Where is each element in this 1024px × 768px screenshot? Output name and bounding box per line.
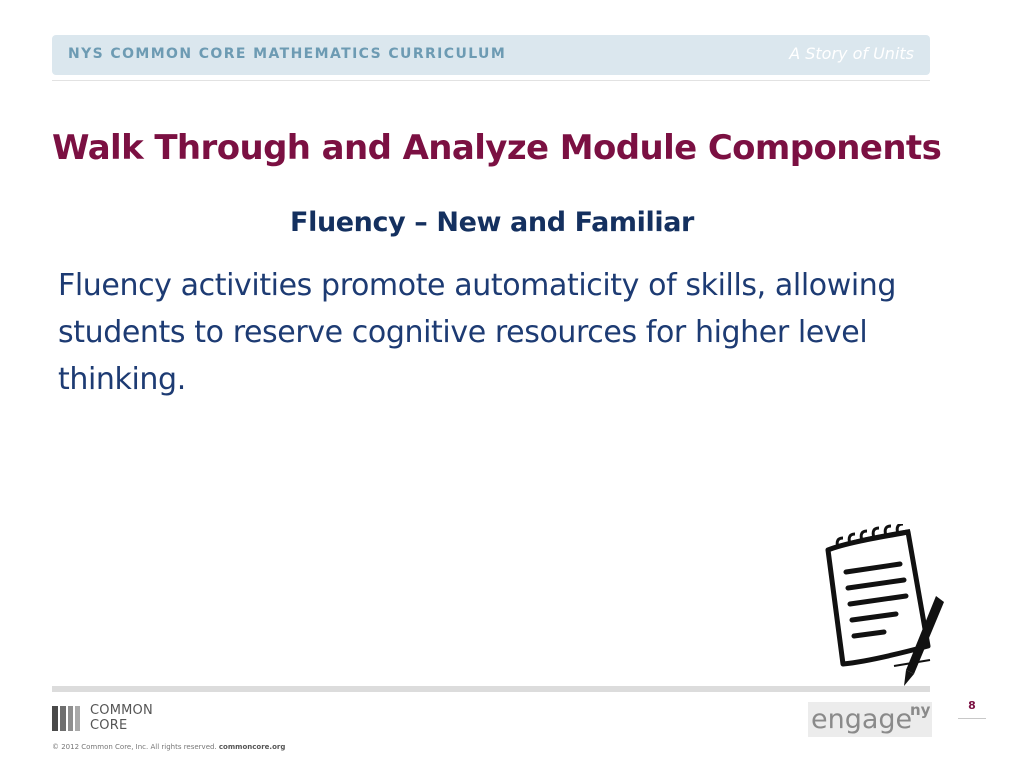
common-core-wordmark — [90, 703, 153, 733]
curriculum-label: NYS COMMON CORE MATHEMATICS CURRICULUM — [68, 46, 507, 62]
engage-word: engage — [811, 704, 913, 735]
copyright-notice — [52, 743, 285, 751]
footer-divider — [52, 686, 930, 692]
story-label: A Story of Units — [789, 44, 914, 63]
logo-line-1: COMMON — [90, 703, 153, 718]
header-bar — [52, 35, 930, 75]
engage-ny-logo — [808, 702, 932, 737]
slide-title: Walk Through and Analyze Module Components — [52, 128, 942, 168]
common-core-bars-icon — [52, 706, 86, 731]
notepad-pencil-icon — [818, 524, 948, 688]
page-number-underline — [958, 718, 986, 719]
common-core-logo — [52, 703, 192, 735]
header-divider — [52, 80, 930, 81]
slide-body: Fluency activities promote automaticity of skills, allowing students to reserve cognitive resources for higher level thinking. — [58, 268, 897, 397]
engage-ny-superscript: ny — [910, 701, 931, 719]
logo-line-2: CORE — [90, 718, 128, 733]
website-link[interactable]: commoncore.org — [218, 743, 286, 751]
page-number: 8 — [968, 699, 976, 712]
copyright-text: © 2012 Common Core, Inc. All rights reserved. — [52, 743, 217, 751]
slide-subtitle: Fluency – New and Familiar — [290, 207, 694, 238]
